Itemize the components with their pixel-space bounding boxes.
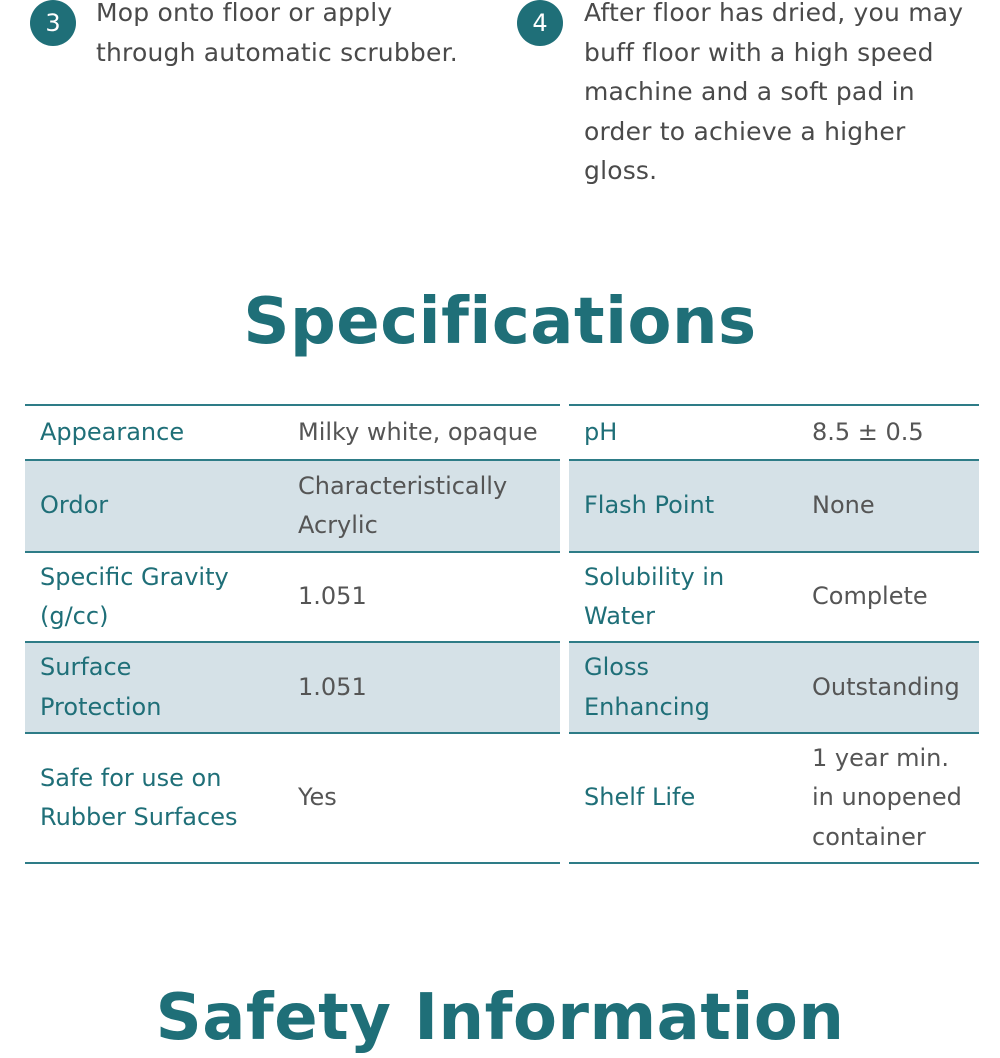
spec-label-line: Rubber Surfaces: [40, 803, 238, 831]
specifications-heading: Specifications: [243, 285, 757, 359]
spec-row-specific-gravity: [25, 552, 560, 642]
spec-row-surface-protection: [25, 642, 560, 733]
spec-label: [25, 733, 283, 863]
specifications-table-right: [569, 404, 979, 864]
spec-label: [569, 460, 797, 552]
spec-row-ph: [569, 405, 979, 460]
spec-label-line: Gloss: [584, 653, 649, 681]
spec-value-line: 1.051: [298, 672, 367, 701]
spec-value-line: 1.051: [298, 582, 367, 611]
spec-label-line: Surface: [40, 653, 132, 681]
spec-row-solubility: [569, 552, 979, 642]
spec-label-line: Ordor: [40, 491, 109, 520]
step-4-line: After floor has dried, you may: [584, 0, 964, 27]
spec-value: [283, 552, 560, 642]
spec-row-ordor: [25, 460, 560, 552]
spec-value-line: Characteristically: [298, 471, 508, 500]
spec-value-line: Milky white, opaque: [298, 417, 538, 446]
spec-label: [569, 405, 797, 460]
spec-value: [797, 642, 979, 733]
spec-label-line: Shelf Life: [584, 783, 696, 812]
spec-value-line: None: [812, 491, 875, 520]
spec-label-line: Solubility in: [584, 562, 725, 591]
step-4-line: buff floor with a high speed: [584, 37, 934, 67]
spec-row-rubber-safe: [25, 733, 560, 863]
spec-value-line: 1 year min.: [812, 743, 949, 772]
spec-row-flash-point: [569, 460, 979, 552]
spec-value: [797, 460, 979, 552]
step-4-line: order to achieve a higher: [584, 116, 906, 146]
spec-row-shelf-life: [569, 733, 979, 863]
step-3-text: [96, 0, 496, 72]
spec-value: [797, 552, 979, 642]
spec-label-line: pH: [584, 417, 618, 446]
spec-label-line: (g/cc): [40, 602, 109, 630]
spec-label: [569, 733, 797, 863]
step-3-line: through automatic scrubber.: [96, 37, 458, 67]
spec-value: [283, 405, 560, 460]
step-3-number-badge: 3: [30, 0, 76, 46]
spec-label-line: Safe for use on: [40, 763, 222, 792]
spec-label: [25, 552, 283, 642]
spec-value: [283, 642, 560, 733]
spec-label-line: Protection: [40, 692, 162, 721]
spec-label-line: Appearance: [40, 417, 185, 446]
spec-row-appearance: [25, 405, 560, 460]
spec-value: [283, 733, 560, 863]
spec-value: [797, 733, 979, 863]
spec-value-line: Yes: [298, 783, 337, 812]
spec-label: [25, 642, 283, 733]
spec-label-line: Water: [584, 602, 655, 630]
step-4-text: [584, 0, 974, 191]
step-4-line: gloss.: [584, 156, 658, 185]
spec-row-gloss-enhancing: [569, 642, 979, 733]
spec-label-line: Flash Point: [584, 491, 715, 520]
step-3-line: Mop onto floor or apply: [96, 0, 393, 27]
spec-label: [569, 642, 797, 733]
specifications-table-left: [25, 404, 560, 864]
spec-label-line: Specific Gravity: [40, 562, 229, 591]
spec-value-line: Acrylic: [298, 511, 378, 539]
spec-label: [569, 552, 797, 642]
spec-value: [797, 405, 979, 460]
spec-value-line: Outstanding: [812, 672, 960, 701]
spec-label: [25, 405, 283, 460]
spec-value-line: in unopened: [812, 783, 962, 812]
spec-value-line: 8.5 ± 0.5: [812, 417, 924, 446]
spec-label-line: Enhancing: [584, 692, 710, 721]
spec-label: [25, 460, 283, 552]
spec-value: [283, 460, 560, 552]
safety-information-heading: Safety Information: [155, 981, 845, 1055]
spec-value-line: container: [812, 822, 926, 851]
spec-value-line: Complete: [812, 582, 928, 611]
step-4-number-badge: 4: [517, 0, 563, 46]
step-4-line: machine and a soft pad in: [584, 77, 915, 106]
